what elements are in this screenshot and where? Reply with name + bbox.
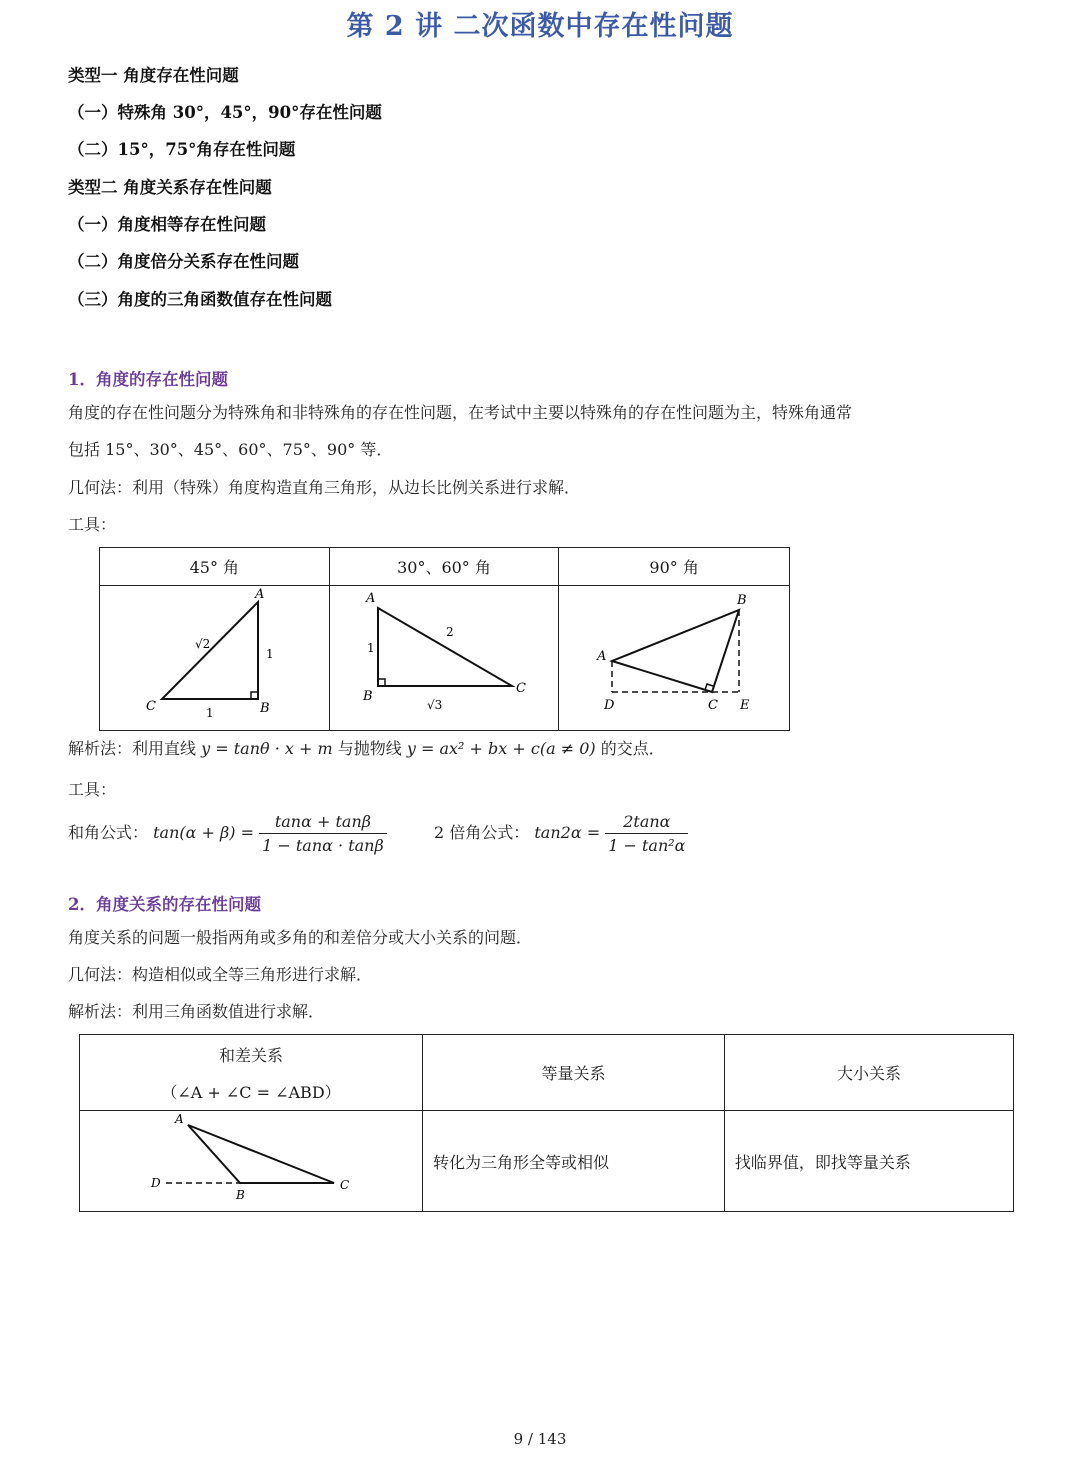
- formula-lhs: tan(α + β) =: [153, 823, 254, 842]
- paragraph-line: 角度的存在性问题分为特殊角和非特殊角的存在性问题，在考试中主要以特殊角的存在性问题为主，特殊角通常: [68, 403, 853, 422]
- figure-cell-45: [100, 586, 330, 731]
- toc-item: （三）角度的三角函数值存在性问题: [68, 290, 332, 309]
- vertex-label-a: A: [365, 591, 376, 606]
- vertex-label-c: C: [515, 681, 526, 696]
- vertex-label-a: A: [596, 649, 607, 664]
- vertex-label-c: C: [707, 698, 718, 713]
- figure-cell: [80, 1111, 423, 1212]
- toc-item: （一）特殊角 30°，45°，90°存在性问题: [68, 103, 382, 122]
- formula-fraction: [259, 812, 387, 855]
- analytic-method-line: [68, 736, 665, 759]
- toc-item: （二）15°，75°角存在性问题: [68, 140, 296, 159]
- analytic-method-text: 解析法：利用三角函数值进行求解．: [68, 1002, 325, 1021]
- header-line: 和差关系: [218, 1045, 283, 1065]
- tools-label: 工具：: [68, 515, 117, 534]
- vertex-label-c: C: [146, 699, 157, 714]
- double-angle-formula: [434, 812, 688, 855]
- vertex-label-b: B: [362, 689, 373, 704]
- parabola-equation: y = ax² + bx + c(a ≠ 0): [406, 739, 596, 758]
- toc-item: （一）角度相等存在性问题: [68, 215, 266, 234]
- header-line: （∠A + ∠C = ∠ABD）: [161, 1082, 341, 1102]
- table-header-45: 45° 角: [100, 548, 330, 586]
- line-equation: y = tanθ · x + m: [201, 739, 333, 758]
- vertex-label-a: A: [255, 587, 265, 602]
- side-label-hypotenuse: 2: [445, 625, 454, 639]
- toc-item: （二）角度倍分关系存在性问题: [68, 252, 299, 271]
- vertex-label-b: B: [260, 701, 270, 716]
- section-heading-2: 2．角度关系的存在性问题: [68, 895, 261, 914]
- vertex-label-e: E: [739, 698, 750, 713]
- page-number: 9 / 143: [513, 1430, 567, 1448]
- table-header-equal: 等量关系: [422, 1035, 724, 1111]
- vertex-label-b: B: [236, 1188, 245, 1202]
- toc-item: 类型一 角度存在性问题: [68, 66, 239, 85]
- angle-relation-table: [79, 1034, 1014, 1212]
- geometry-method-text: 几何法：构造相似或全等三角形进行求解．: [68, 965, 373, 984]
- formula-lhs: tan2α =: [534, 823, 601, 842]
- table-header-size: 大小关系: [724, 1035, 1013, 1111]
- side-label-hypotenuse: √2: [195, 637, 211, 651]
- special-angle-table: [99, 547, 790, 731]
- section-heading-1: 1．角度的存在性问题: [68, 370, 228, 389]
- tools-label: 工具：: [68, 780, 117, 799]
- formula-label: 和角公式：: [68, 823, 149, 842]
- triangle-90-figure: [560, 586, 789, 726]
- triangle-45-figure: [100, 586, 328, 726]
- equal-relation-cell: 转化为三角形全等或相似: [422, 1111, 724, 1212]
- geometry-method-text: 几何法：利用（特殊）角度构造直角三角形，从边长比例关系进行求解．: [68, 478, 581, 497]
- angle-sum-figure: [80, 1111, 420, 1207]
- table-header-3060: 30°、60° 角: [329, 548, 559, 586]
- fraction-denominator: 1 − tanα · tanβ: [262, 836, 384, 855]
- fraction-denominator: 1 − tan²α: [608, 836, 686, 855]
- formula-fraction: [605, 812, 688, 855]
- toc-item: 类型二 角度关系存在性问题: [68, 178, 272, 197]
- vertex-label-d: D: [151, 1176, 161, 1190]
- side-label-leg: 1: [366, 641, 375, 655]
- vertex-label-b: B: [736, 593, 747, 608]
- triangle-3060-figure: [330, 586, 558, 726]
- side-label-base: √3: [426, 698, 443, 712]
- side-label-leg: 1: [266, 647, 274, 661]
- analytic-mid: 与抛物线: [337, 739, 402, 758]
- paragraph-line: 包括 15°、30°、45°、60°、75°、90° 等．: [68, 440, 393, 459]
- size-relation-cell: 找临界值，即找等量关系: [724, 1111, 1013, 1212]
- vertex-label-c: C: [340, 1178, 350, 1192]
- side-label-base: 1: [206, 706, 214, 720]
- table-header-sum-diff: [80, 1035, 423, 1111]
- page-title: 第 2 讲 二次函数中存在性问题: [346, 11, 734, 42]
- figure-cell-3060: [329, 586, 559, 731]
- vertex-label-d: D: [603, 698, 615, 713]
- figure-cell-90: [559, 586, 790, 731]
- analytic-suffix: 的交点．: [600, 739, 665, 758]
- paragraph-line: 角度关系的问题一般指两角或多角的和差倍分或大小关系的问题．: [68, 928, 533, 947]
- table-header-90: 90° 角: [559, 548, 790, 586]
- analytic-prefix: 解析法：利用直线: [68, 739, 197, 758]
- vertex-label-a: A: [175, 1112, 184, 1126]
- formula-label: 2 倍角公式：: [434, 823, 530, 842]
- fraction-numerator: 2tanα: [605, 812, 688, 834]
- fraction-numerator: tanα + tanβ: [259, 812, 387, 834]
- sum-angle-formula: [68, 812, 387, 855]
